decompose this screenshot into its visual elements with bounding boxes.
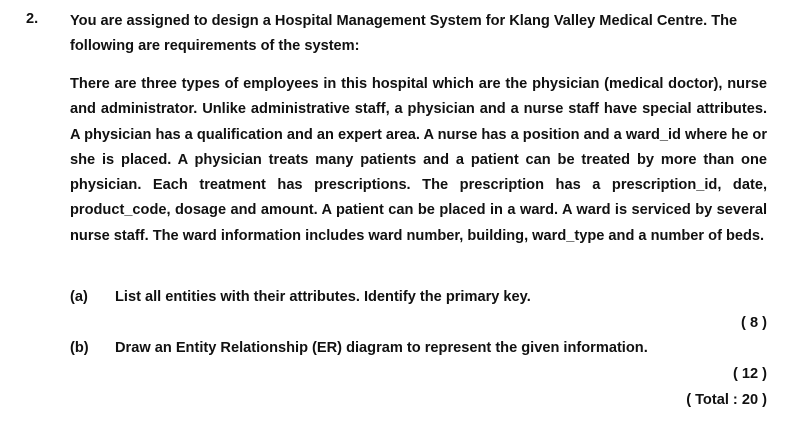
question-intro: You are assigned to design a Hospital Management System for Klang Valley Medical Centre. The following are requirements of the system: <box>70 13 738 54</box>
part-b-marks: ( 12 ) <box>732 366 767 382</box>
part-b-text: Draw an Entity Relationship (ER) diagram to represent the given information. <box>115 340 648 356</box>
part-b-label: (b) <box>70 340 89 356</box>
total-marks: ( Total : 20 ) <box>686 392 767 408</box>
part-a-label: (a) <box>70 289 88 305</box>
part-a-marks: ( 8 ) <box>741 315 767 331</box>
question-number: 2. <box>26 11 39 27</box>
question-body: There are three types of employees in this hospital which are the physician (medical doctor), nurse and administrator. Unlike administrative staff, a physician and a nurse staff have special attributes. A physician has a qualification and an expert area. A nurse has a position and a ward_id where he or she is placed. A physician treats many patients and a patient can be treated by more than one physician. Each treatment has prescriptions. The prescription has a prescription_id, date, product_code, dosage and amount. A patient can be placed in a ward. A ward is serviced by several nurse staff. The ward information includes ward number, building, ward_type and a number of beds. <box>70 76 767 244</box>
part-a-text: List all entities with their attributes. Identify the primary key. <box>115 289 531 305</box>
